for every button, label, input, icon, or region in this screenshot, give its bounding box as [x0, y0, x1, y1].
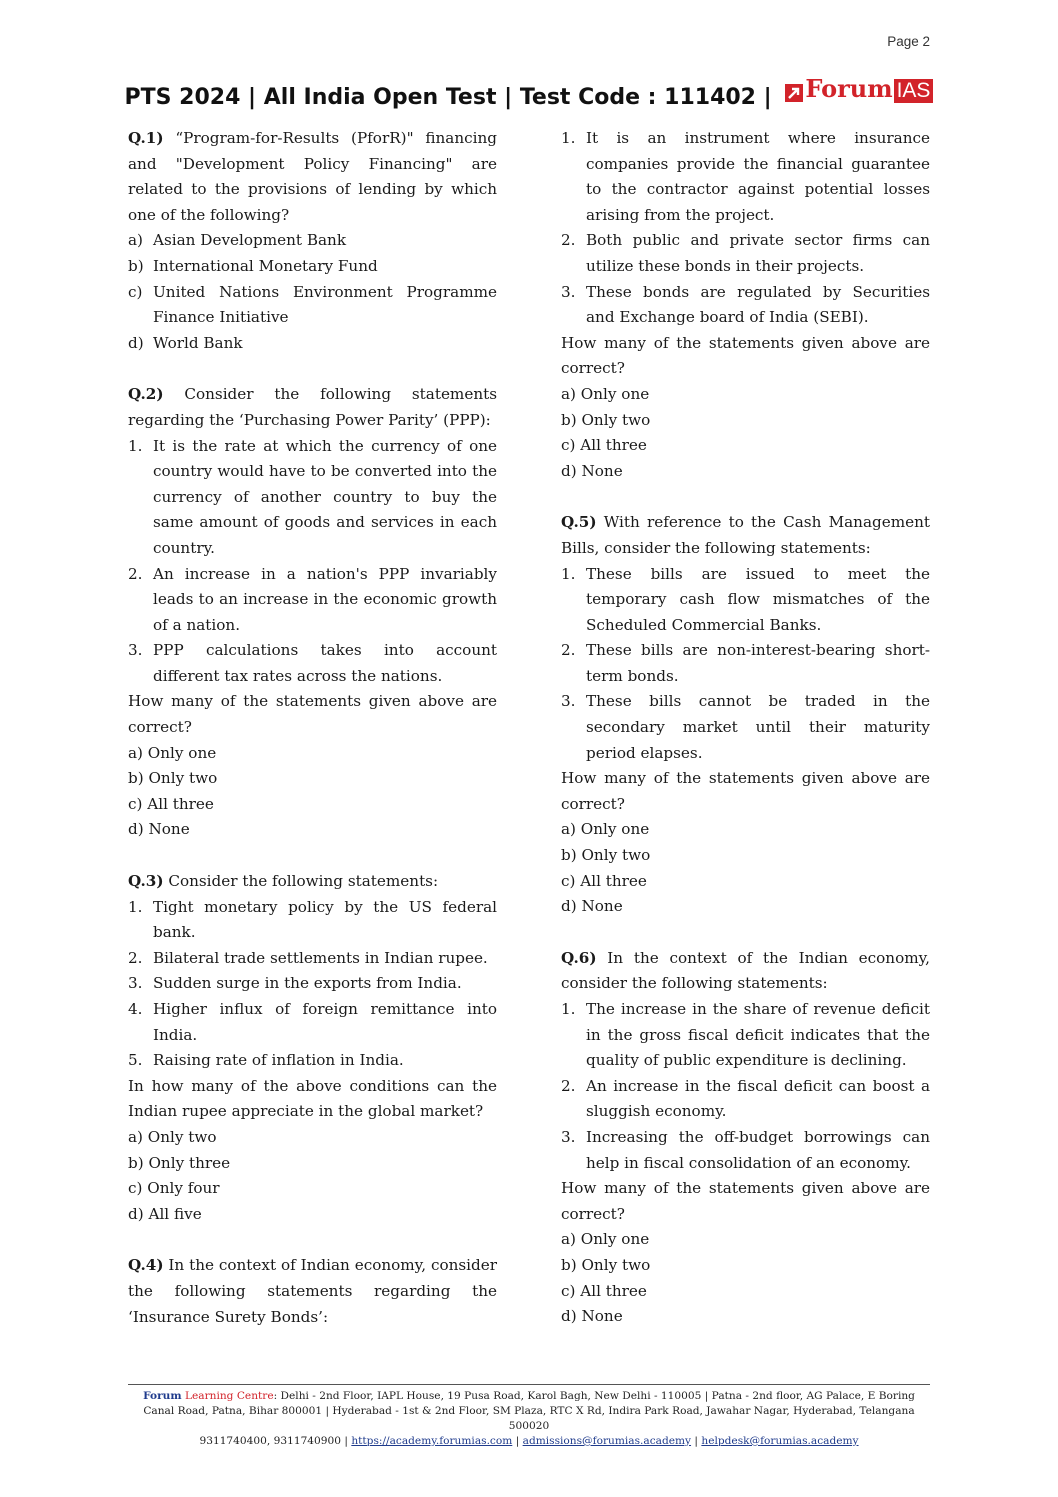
statement-item	[128, 946, 497, 972]
statement-text: These bonds are regulated by Securities and Exchange board of India (SEBI).	[586, 282, 930, 327]
question-block	[561, 126, 930, 484]
statement-marker: 1.	[561, 564, 576, 583]
answer-option[interactable]: d) All five	[128, 1204, 202, 1223]
statement-item	[561, 126, 930, 228]
answer-option[interactable]: d) None	[128, 820, 190, 839]
statement-text: World Bank	[153, 333, 243, 352]
statement-marker: 3.	[128, 641, 143, 660]
answer-option[interactable]: a) Only two	[128, 1127, 217, 1146]
statement-text: An increase in the fiscal deficit can boost a sluggish economy.	[586, 1076, 930, 1121]
answer-option[interactable]: a) Only one	[561, 820, 650, 839]
statement-text: Tight monetary policy by the US federal bank.	[153, 897, 497, 942]
answer-option[interactable]: c) All three	[561, 871, 647, 890]
statement-text: These bills are issued to meet the temporary cash flow mismatches of the Scheduled Commercial Banks.	[586, 564, 930, 634]
question-text: In the context of the Indian economy, consider the following statements:	[561, 948, 930, 993]
footer-brand-forum: Forum	[143, 1390, 182, 1402]
answer-option[interactable]: b) Only two	[128, 769, 218, 788]
question-number: Q.3)	[128, 872, 164, 891]
statement-marker: c)	[128, 282, 143, 301]
statement-marker: 3.	[128, 974, 143, 993]
statement-item	[561, 562, 930, 639]
statement-text: It is an instrument where insurance companies provide the financial guarantee to the contractor against potential losses arising from the project.	[586, 129, 930, 224]
statement-marker: 2.	[128, 948, 143, 967]
question-block	[128, 382, 497, 843]
statement-item	[561, 280, 930, 331]
question-prompt: How many of the statements given above are correct?	[561, 769, 930, 813]
statement-marker: 1.	[128, 436, 143, 455]
answer-option[interactable]: d) None	[561, 897, 623, 916]
forumias-logo	[785, 74, 933, 103]
answer-option[interactable]: b) Only two	[561, 410, 651, 429]
statement-text: United Nations Environment Programme Finance Initiative	[153, 282, 497, 327]
footer-link-admissions[interactable]: admissions@forumias.academy	[522, 1435, 692, 1447]
statement-list	[561, 562, 930, 767]
statement-marker: 2.	[128, 564, 143, 583]
footer-link-helpdesk[interactable]: helpdesk@forumias.academy	[701, 1435, 859, 1447]
footer-link-academy[interactable]: https://academy.forumias.com	[351, 1435, 513, 1447]
statement-item	[561, 689, 930, 766]
footer-phones: 9311740400, 9311740900 |	[199, 1435, 348, 1447]
statement-item	[128, 331, 497, 357]
statement-text: An increase in a nation's PPP invariably leads to an increase in the economic growth of a nation.	[153, 564, 497, 634]
footer	[128, 1384, 930, 1449]
question-prompt: How many of the statements given above are correct?	[561, 333, 930, 378]
footer-sep-2: |	[694, 1435, 698, 1447]
question-block	[561, 946, 930, 1330]
question-stem	[561, 510, 930, 561]
question-stem	[128, 382, 497, 433]
question-text: “Program-for-Results (PforR)" financing and "Development Policy Financing" are related to the provisions of lending by which one of the following?	[128, 129, 497, 224]
question-block	[128, 126, 497, 356]
answer-option[interactable]: a) Only one	[561, 1230, 650, 1249]
statement-list	[561, 126, 930, 331]
logo-word: Forum	[805, 74, 893, 103]
question-stem	[128, 126, 497, 228]
answer-option[interactable]: c) All three	[561, 1281, 647, 1300]
statement-text: These bills cannot be traded in the secondary market until their maturity period elapses.	[586, 692, 930, 762]
statement-marker: 1.	[561, 129, 576, 147]
question-prompt: In how many of the above conditions can the Indian rupee appreciate in the global market?	[128, 1076, 497, 1121]
statement-text: Higher influx of foreign remittance into India.	[153, 1000, 497, 1044]
statement-text: It is the rate at which the currency of one country would have to be converted into the currency of another country to buy the same amount of goods and services in each country.	[153, 436, 497, 557]
statement-item	[128, 997, 497, 1048]
statement-marker: a)	[128, 231, 143, 250]
answer-option[interactable]: c) All three	[561, 436, 647, 455]
statement-list	[128, 895, 497, 1074]
statement-text: Asian Development Bank	[153, 231, 347, 250]
statement-marker: 1.	[561, 1000, 576, 1018]
answer-option[interactable]: a) Only one	[561, 384, 650, 403]
statement-marker: b)	[128, 256, 144, 275]
page-title: PTS 2024 | All India Open Test | Test Code : 111402 |	[124, 85, 772, 110]
statement-marker: 1.	[128, 897, 143, 916]
question-number: Q.2)	[128, 385, 164, 404]
statement-item	[561, 228, 930, 279]
statement-list	[561, 997, 930, 1176]
statement-item	[128, 971, 497, 997]
question-stem	[561, 946, 930, 997]
statement-text: Both public and private sector firms can utilize these bonds in their projects.	[586, 231, 930, 275]
statement-marker: 2.	[561, 641, 576, 660]
question-number: Q.6)	[561, 948, 597, 967]
statement-item	[128, 638, 497, 689]
answer-option[interactable]: b) Only two	[561, 1255, 651, 1274]
question-stem	[128, 869, 497, 895]
footer-sep-1: |	[515, 1435, 520, 1447]
question-number: Q.1)	[128, 129, 164, 147]
question-number: Q.5)	[561, 513, 597, 532]
statement-marker: d)	[128, 333, 144, 352]
statement-text: Raising rate of inflation in India.	[153, 1051, 404, 1070]
page-header	[0, 74, 1058, 110]
statement-text: Sudden surge in the exports from India.	[153, 974, 462, 993]
question-prompt: How many of the statements given above are correct?	[128, 692, 497, 737]
question-text: Consider the following statements regarding the ‘Purchasing Power Parity’ (PPP):	[128, 385, 497, 429]
statement-item	[128, 254, 497, 280]
statement-item	[128, 1048, 497, 1074]
statement-list	[128, 434, 497, 690]
answer-option[interactable]: b) Only three	[128, 1153, 231, 1172]
statement-item	[128, 280, 497, 331]
statement-marker: 3.	[561, 1127, 576, 1146]
page-number: Page 2	[887, 34, 930, 49]
question-text: With reference to the Cash Management Bills, consider the following statements:	[561, 513, 930, 557]
statement-marker: 2.	[561, 1076, 576, 1095]
statement-text: These bills are non-interest-bearing short-term bonds.	[586, 641, 930, 685]
statement-item	[561, 997, 930, 1074]
statement-text: PPP calculations takes into account different tax rates across the nations.	[153, 641, 497, 685]
question-text: Consider the following statements:	[168, 872, 439, 891]
logo-arrow-icon	[785, 83, 803, 101]
footer-brand-rest: Learning Centre	[184, 1390, 274, 1402]
answer-option[interactable]: d) None	[561, 1307, 623, 1326]
statement-list	[128, 228, 497, 356]
statement-item	[128, 562, 497, 639]
answer-option[interactable]: a) Only one	[128, 743, 217, 762]
statement-marker: 3.	[561, 692, 576, 711]
statement-item	[128, 228, 497, 254]
question-number: Q.4)	[128, 1256, 164, 1275]
statement-text: Bilateral trade settlements in Indian rupee.	[153, 948, 488, 967]
question-prompt: How many of the statements given above are correct?	[561, 1179, 930, 1223]
question-block	[561, 510, 930, 920]
left-column	[128, 126, 497, 1356]
answer-option[interactable]: d) None	[561, 461, 623, 480]
statement-item	[561, 1074, 930, 1125]
footer-address: : Delhi - 2nd Floor, IAPL House, 19 Pusa Road, Karol Bagh, New Delhi - 110005 | Patna - 2nd floor, AG Palace, E Boring Canal Road, Patna, Bihar 800001 | Hyderabad - 1st & 2nd Floor, SM Plaza, RTC X Rd, Indira Park Road, Jawahar Nagar, Hyderabad, Telangana 500020	[143, 1390, 915, 1432]
question-block	[128, 1253, 497, 1330]
statement-item	[561, 1125, 930, 1176]
right-column	[561, 126, 930, 1356]
question-block	[128, 869, 497, 1227]
statement-item	[128, 434, 497, 562]
statement-marker: 3.	[561, 282, 576, 301]
statement-text: The increase in the share of revenue deficit in the gross fiscal deficit indicates that the quality of public expenditure is declining.	[586, 1000, 930, 1070]
statement-item	[561, 638, 930, 689]
answer-option[interactable]: b) Only two	[561, 846, 651, 865]
statement-item	[128, 895, 497, 946]
answer-option[interactable]: c) All three	[128, 794, 214, 813]
statement-marker: 2.	[561, 231, 576, 250]
answer-option[interactable]: c) Only four	[128, 1179, 220, 1198]
question-text: In the context of Indian economy, consider the following statements regarding the ‘Insurance Surety Bonds’:	[128, 1256, 497, 1326]
statement-text: Increasing the off-budget borrowings can help in fiscal consolidation of an economy.	[586, 1127, 930, 1172]
statement-text: International Monetary Fund	[153, 256, 378, 275]
question-stem	[128, 1253, 497, 1330]
statement-marker: 4.	[128, 1000, 143, 1018]
statement-marker: 5.	[128, 1051, 143, 1070]
logo-box: IAS	[894, 79, 934, 103]
